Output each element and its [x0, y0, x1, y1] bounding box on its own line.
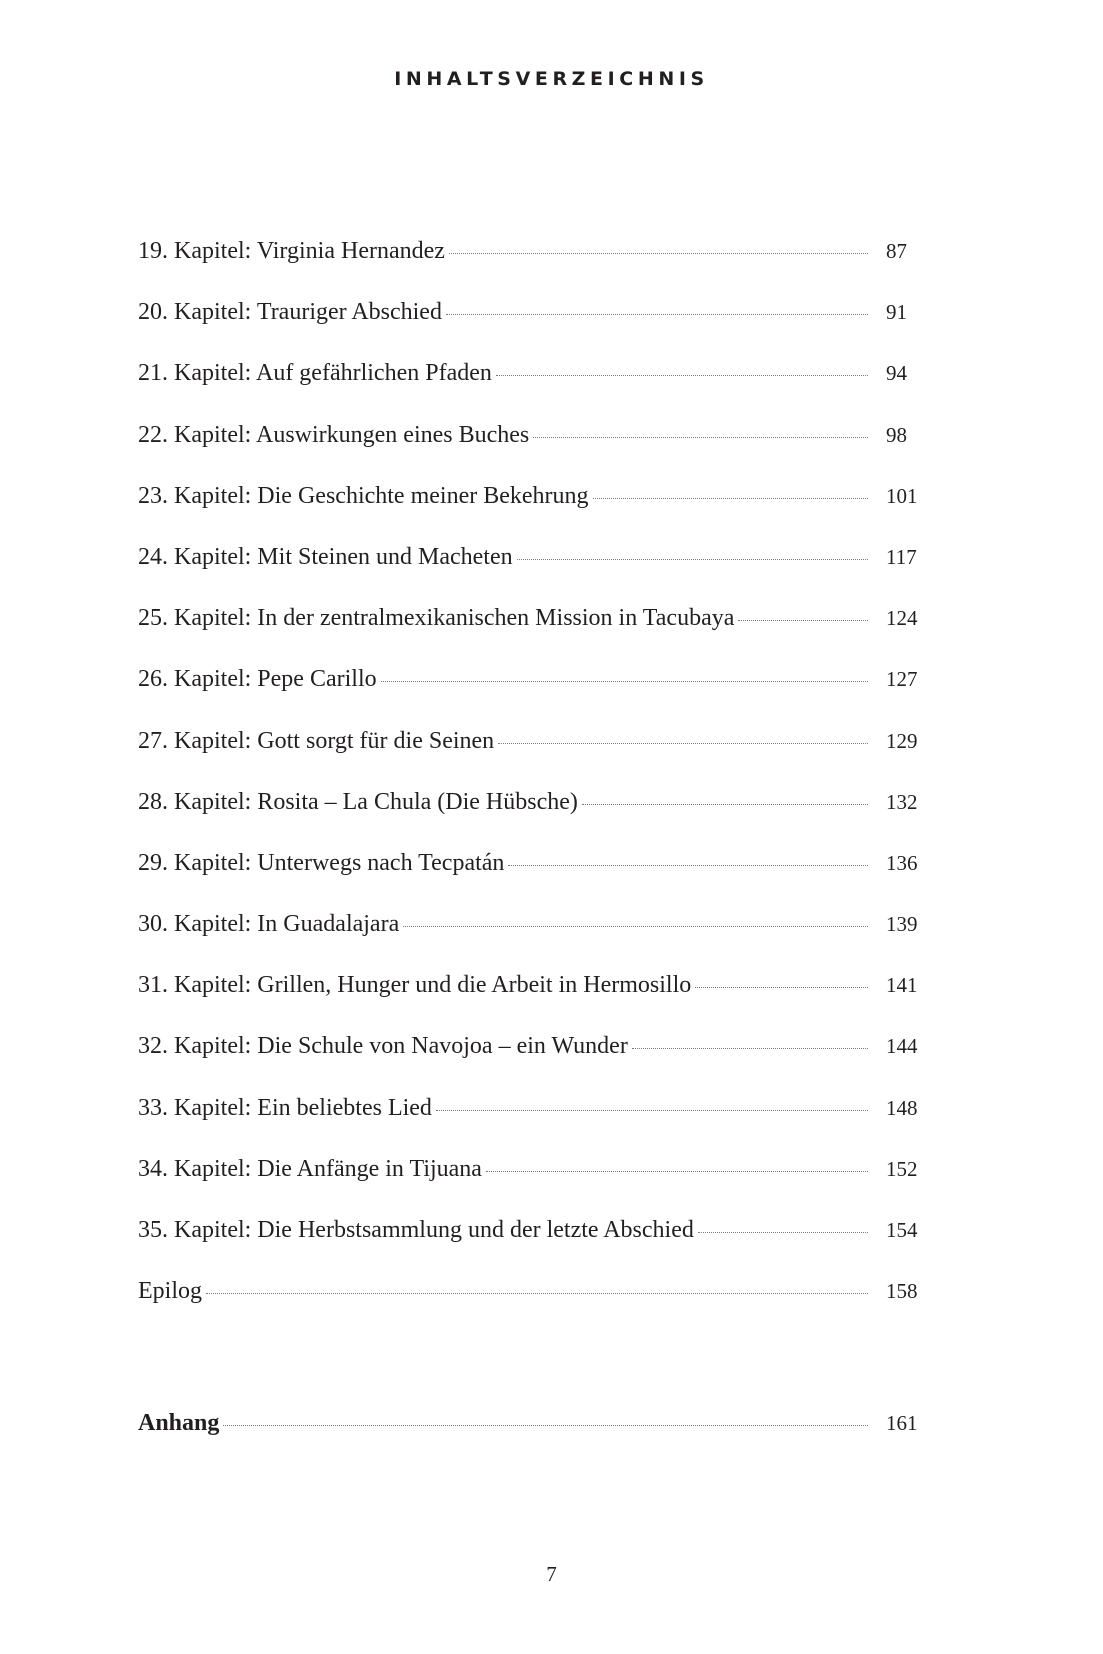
toc-entry-label: 25. Kapitel: In der zentralmexikanischen Mission in Tacubaya: [138, 605, 735, 632]
toc-entry-label: 27. Kapitel: Gott sorgt für die Seinen: [138, 727, 495, 754]
dot-leader: [498, 742, 868, 744]
dot-leader: [698, 1231, 868, 1233]
toc-entry[interactable]: [138, 909, 938, 970]
toc-entry-label: 33. Kapitel: Ein beliebtes Lied: [138, 1094, 432, 1121]
dot-leader: [533, 436, 868, 438]
toc-entry[interactable]: [138, 236, 938, 297]
toc-entry-page: 154: [886, 1218, 918, 1242]
toc-entry-page: 127: [886, 667, 918, 692]
toc-entry[interactable]: [138, 542, 938, 603]
toc-entry-page: 136: [886, 850, 918, 875]
toc-entry-page: 132: [886, 789, 918, 814]
toc-entry-page: 117: [886, 544, 917, 569]
toc-entry[interactable]: [138, 970, 938, 1031]
dot-leader: [517, 558, 868, 560]
toc-entry[interactable]: [138, 297, 938, 358]
dot-leader: [446, 313, 868, 315]
toc-entry-label: 24. Kapitel: Mit Steinen und Macheten: [138, 543, 513, 570]
toc-entry-label: 28. Kapitel: Rosita – La Chula (Die Hübsche): [138, 788, 578, 815]
page-title: INHALTSVERZEICHNIS: [394, 68, 709, 90]
toc-entry-label: 31. Kapitel: Grillen, Hunger und die Arbeit in Hermosillo: [138, 972, 692, 999]
toc-entry-page: 141: [886, 973, 918, 998]
toc-entry-page: 152: [886, 1156, 918, 1181]
toc-entry-label: 22. Kapitel: Auswirkungen eines Buches: [138, 421, 530, 448]
toc-entry-page: 94: [886, 361, 907, 386]
toc-entry-label: 19. Kapitel: Virginia Hernandez: [138, 238, 445, 264]
toc-entry[interactable]: [138, 1031, 938, 1092]
page-number: 7: [546, 1562, 557, 1586]
dot-leader: [632, 1047, 868, 1049]
toc-entry-label: 32. Kapitel: Die Schule von Navojoa – ein Wunder: [138, 1033, 628, 1060]
toc-entry-label: Anhang: [138, 1410, 220, 1436]
toc-entry[interactable]: [138, 1276, 938, 1337]
toc-entry-appendix[interactable]: [138, 1408, 938, 1469]
toc-entry-label: 34. Kapitel: Die Anfänge in Tijuana: [138, 1155, 482, 1182]
toc-entry-page: 161: [886, 1411, 918, 1435]
toc-entry-page: 144: [886, 1034, 918, 1059]
toc-entry[interactable]: [138, 848, 938, 909]
toc-entry[interactable]: [138, 603, 938, 664]
toc-entry-label: 20. Kapitel: Trauriger Abschied: [138, 299, 442, 326]
toc-entry-label: 26. Kapitel: Pepe Carillo: [138, 666, 377, 693]
dot-leader: [206, 1292, 868, 1294]
toc-entry-label: 21. Kapitel: Auf gefährlichen Pfaden: [138, 360, 492, 387]
dot-leader: [508, 864, 868, 866]
dot-leader: [403, 925, 868, 927]
dot-leader: [436, 1109, 868, 1111]
toc-entry[interactable]: [138, 787, 938, 848]
toc-entry[interactable]: [138, 358, 938, 419]
toc-entry[interactable]: [138, 481, 938, 542]
dot-leader: [593, 497, 868, 499]
toc-entry-page: 158: [886, 1279, 918, 1304]
toc-entry[interactable]: [138, 726, 938, 787]
toc-entry-page: 101: [886, 483, 918, 508]
dot-leader: [695, 986, 868, 988]
dot-leader: [582, 803, 868, 805]
dot-leader: [381, 680, 868, 682]
dot-leader: [496, 374, 868, 376]
dot-leader: [738, 619, 868, 621]
toc-entry[interactable]: [138, 664, 938, 725]
toc-entry-page: 148: [886, 1095, 918, 1120]
toc-entry-label: 35. Kapitel: Die Herbstsammlung und der letzte Abschied: [138, 1217, 694, 1243]
appendix-section: [138, 1408, 938, 1469]
toc-entry-page: 87: [886, 239, 907, 263]
toc-entry-page: 139: [886, 912, 918, 937]
dot-leader: [486, 1170, 868, 1172]
dot-leader: [223, 1424, 868, 1426]
dot-leader: [449, 252, 868, 254]
toc-entry-label: 30. Kapitel: In Guadalajara: [138, 911, 400, 938]
toc-entry[interactable]: [138, 420, 938, 481]
toc-entry-label: Epilog: [138, 1278, 202, 1305]
toc-entry-page: 98: [886, 422, 907, 447]
toc-entry[interactable]: [138, 1154, 938, 1215]
toc-entry[interactable]: [138, 1093, 938, 1154]
toc-entry-label: 23. Kapitel: Die Geschichte meiner Bekehrung: [138, 482, 589, 509]
toc-entry-label: 29. Kapitel: Unterwegs nach Tecpatán: [138, 849, 505, 876]
toc-entry-page: 129: [886, 728, 918, 753]
toc-entry-page: 91: [886, 300, 907, 325]
toc-entry[interactable]: [138, 1215, 938, 1276]
table-of-contents: [138, 236, 938, 1337]
toc-entry-page: 124: [886, 606, 918, 631]
